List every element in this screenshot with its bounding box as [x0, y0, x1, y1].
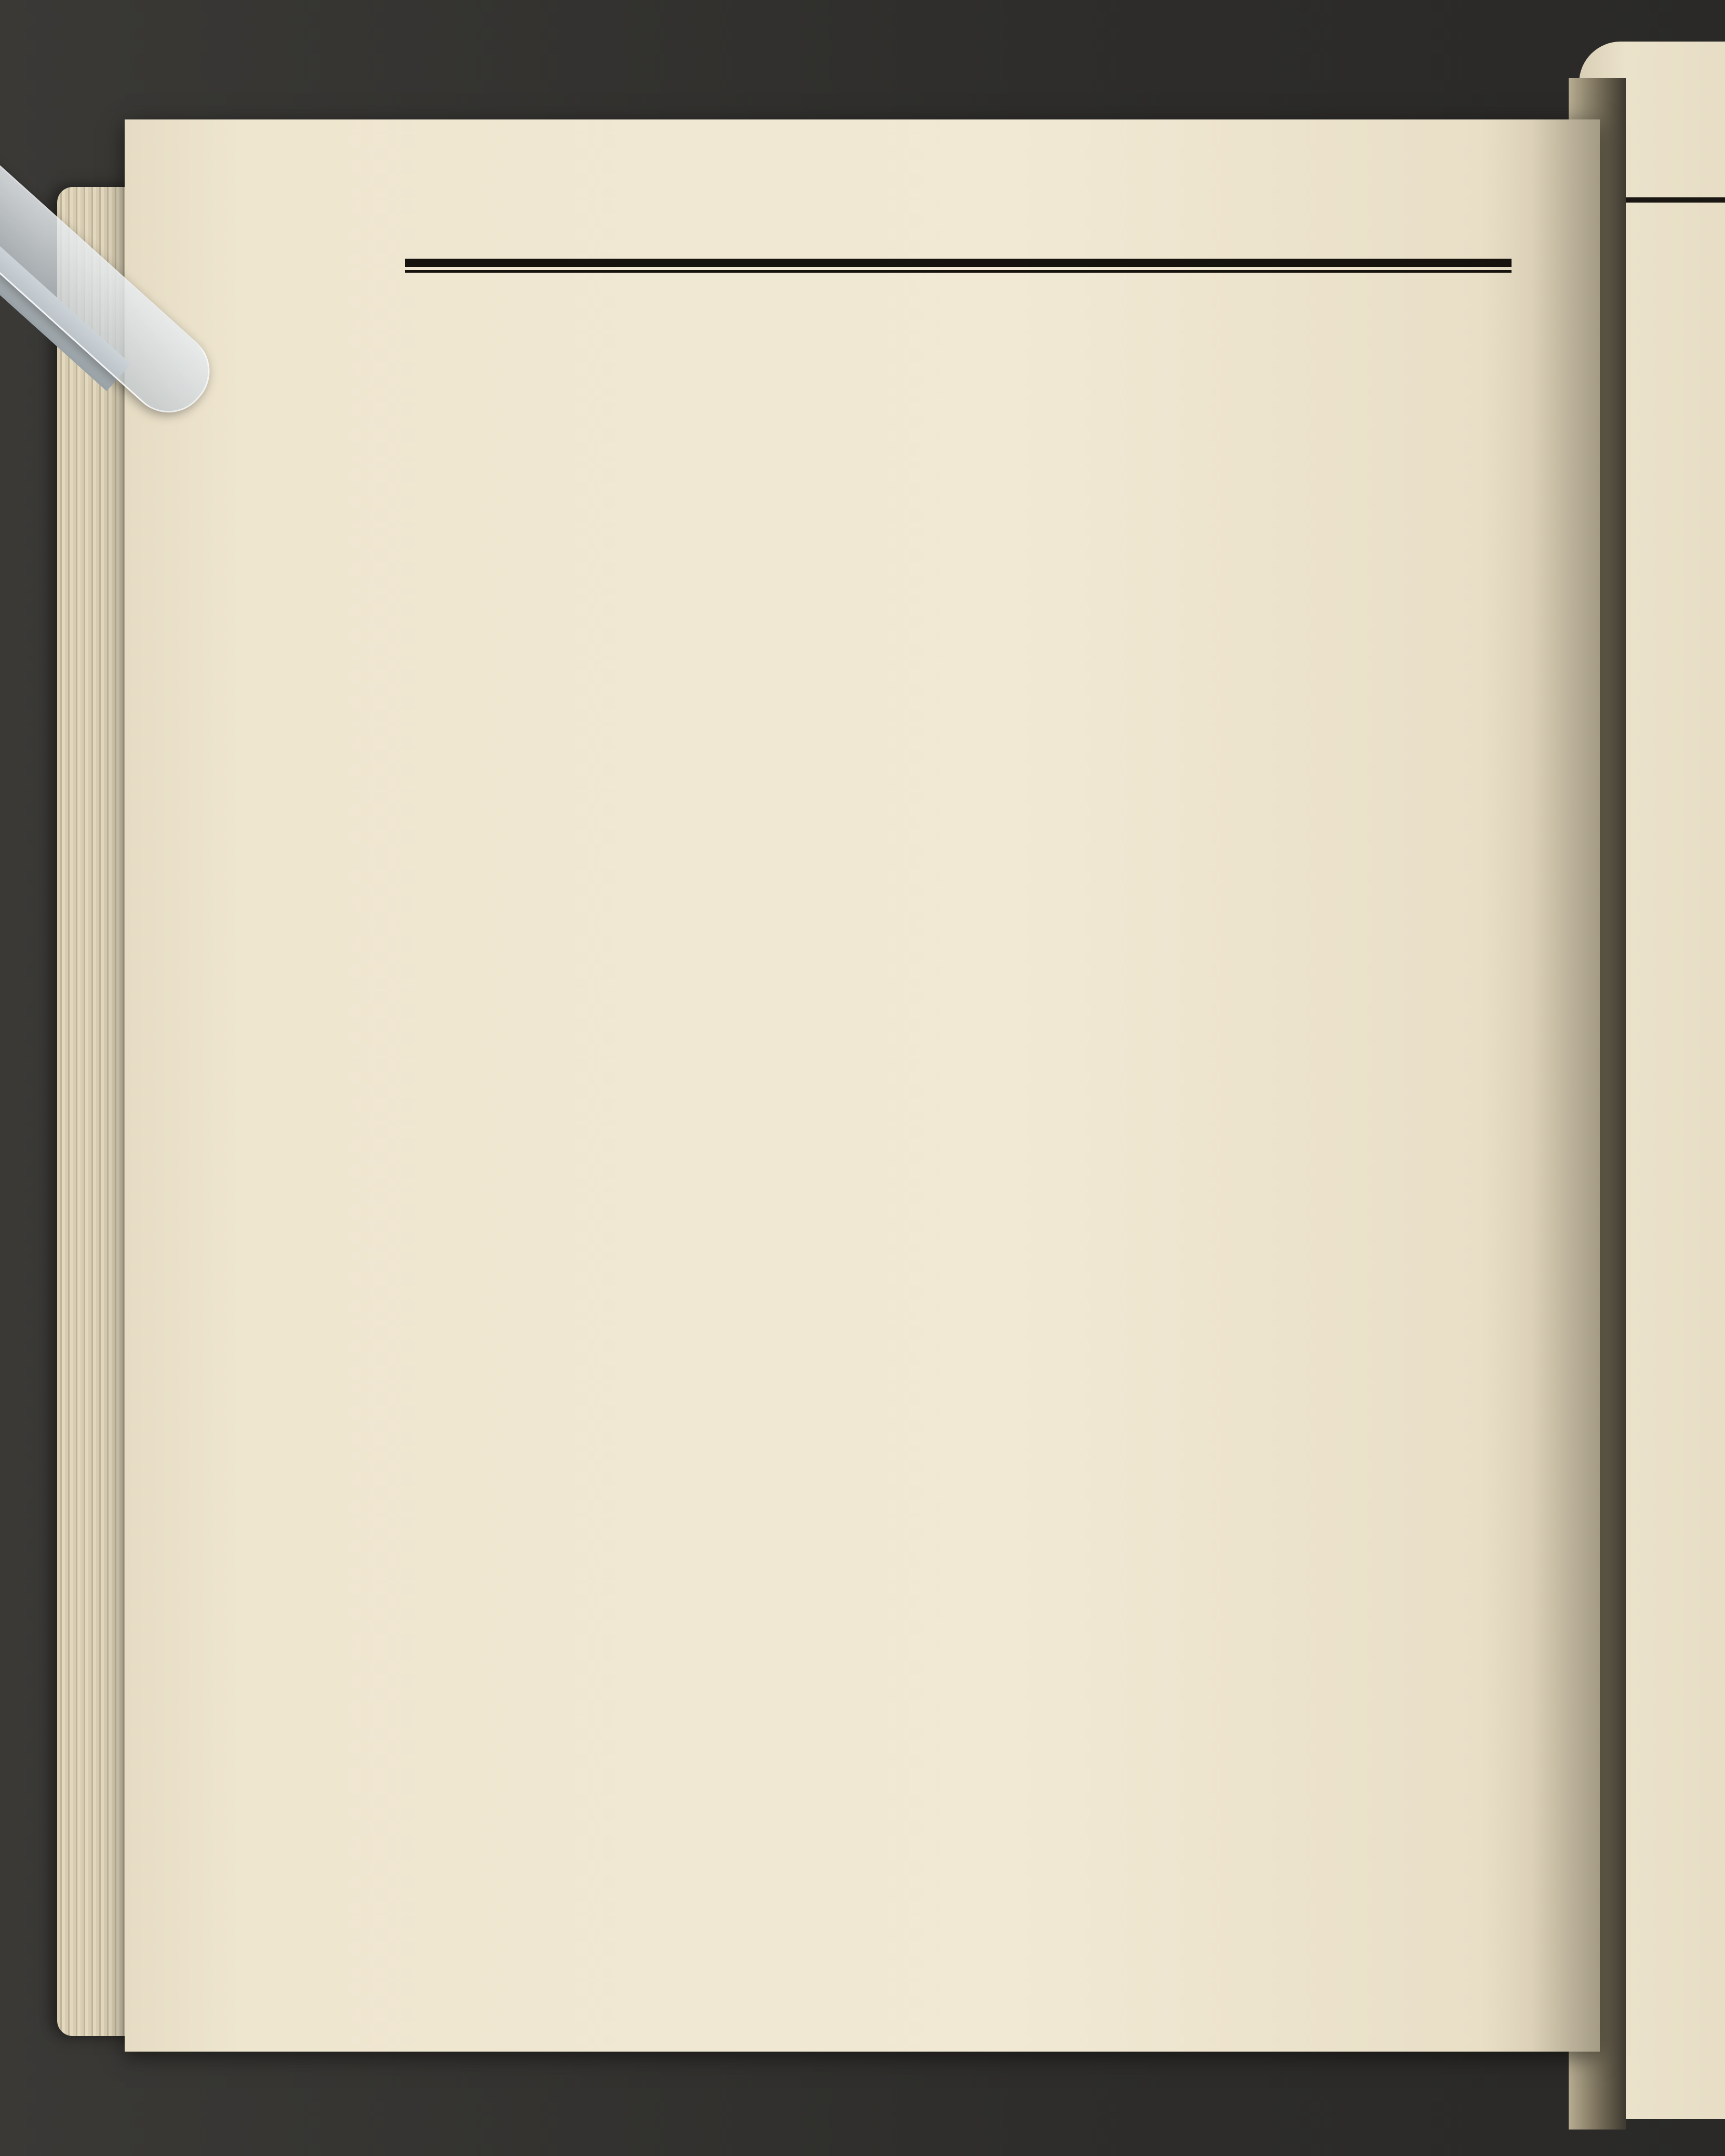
running-head: [405, 195, 1512, 242]
book-page-left: [125, 119, 1600, 2052]
page-curve-shadow: [1532, 119, 1600, 2052]
header-rule: [405, 259, 1512, 267]
